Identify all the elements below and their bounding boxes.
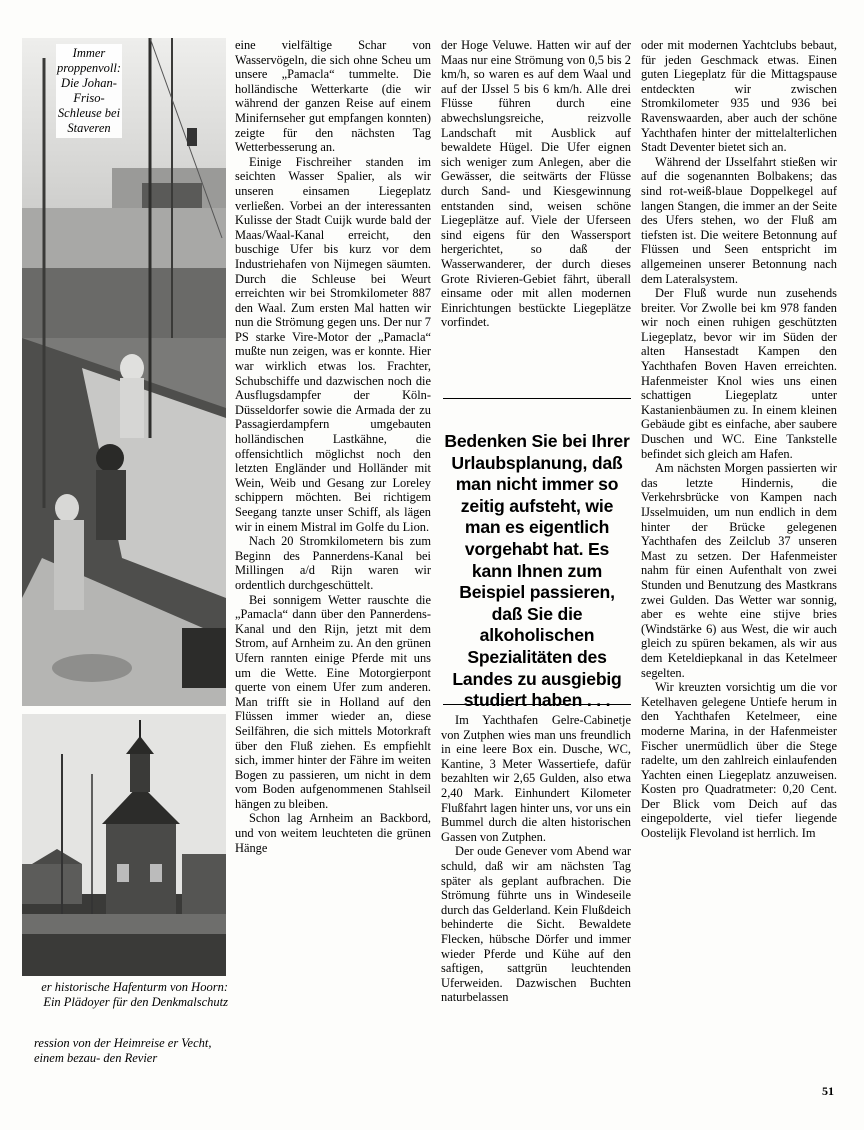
paragraph: Während der IJsselfahrt stießen wir auf die sogenannten Bolbakens; das sind rot-weiß-blaue Doppelkegel auf langen Stangen, die immer an der Seite des Ufers stehen, wo der Fluß am tiefsten ist. Die weitere Betonnung auf Flüssen und Seen entspricht im allgemeinen unserer Betonnung nach dem Lateralsystem. [641, 154, 837, 286]
paragraph: Einige Fischreiher standen im seichten Wasser Spalier, als wir unseren einsamen Liegeplatz verließen. Vorbei an der interessanten Kulisse der Stadt Cuijk wurde bald der Maas/Waal-Kanal erreicht, den buschige Ufer bis kurz vor dem Industriehafen von Nijmegen säumten. Durch die Schleuse bei Weurt erreichten wir bei Stromkilometer 887 den Waal. Zum ersten Mal hatten wir nun die Strömung gegen uns. Der nur 7 PS starke Vire-Motor der „Pamacla“ mußte nun zeigen, was er konnte. Hier war wirklich etwas los. Frachter, Schubschiffe und dazwischen noch die Ausflugsdampfer der Köln-Düsseldorfer sowie die Armada der zu Passagierdampfern umgebauten holländischen Lastkähne, die offensichtlich möglichst noch den letzten Engländer und Holländer mit Wein, Weib und Gesang zur Loreley schippern möchten. Bei richtigem Seegang tanzte unser Schiff, als lägen wir in einem Mistral im Golfe du Lion. [235, 154, 431, 534]
harbor-tower-caption: er historische Hafenturm von Hoorn: Ein Plädoyer für den Denkmalschutz [41, 980, 228, 1009]
paragraph: Wir kreuzten vorsichtig um die vor Ketelhaven gelegene Untiefe herum in den Yachthafen Ketelmeer, eine moderne Marina, in der Hafenmeister Fischer unermüdlich über die Stege radelte, um den zahlreich einlaufenden Yachten einen Liegeplatz anzuweisen. Kosten pro Quadratmeter: 0,20 Cent. Der Blick vom Deich auf das eingepolderte, viel tiefer liegende Oostelijk Flevoland ist herrlich. Im [641, 680, 837, 841]
pull-quote-text: Bedenken Sie bei Ihrer Urlaubsplanung, daß man nicht immer so zeitig aufsteht, wie man es eigentlich vorgehabt hat. Es kann Ihnen zum Beispiel passieren, daß Sie die alkoholischen Spezialitäten des Landes zu ausgiebig studiert haben . . . [444, 431, 630, 711]
harbor-tower-photo [22, 714, 226, 976]
harbor-tower-image [22, 714, 226, 976]
paragraph: Nach 20 Stromkilometern bis zum Beginn des Pannerdens-Kanal bei Millingen a/d Rijn waren wir ordentlich durchgeschüttelt. [235, 534, 431, 592]
paragraph: oder mit modernen Yachtclubs bebaut, für jeden Geschmack etwas. Einen guten Liegeplatz für die Mittagspause entdeckten wir zwischen Stromkilometer 935 und 936 bei Ravenswaarden, aber auch der schöne Yachthafen hinter der mittelalterlichen Stadt Deventer bietet sich an. [641, 38, 837, 155]
article-column-3 [641, 38, 837, 841]
lock-photo [22, 38, 226, 706]
pull-quote [443, 398, 631, 711]
paragraph: Der Fluß wurde nun zusehends breiter. Vor Zwolle bei km 978 fanden wir noch einen ruhigen geschützten Liegeplatz, bevor wir im Süden der alten Hansestadt Kampen den Yachthafen Boven Haven erreichten. Hafenmeister Knol wies uns einen schattigen Liegeplatz unter Kastanienbäumen zu. In einem kleinen Gebäude gibt es einfache, aber saubere Duschen und WC. Eine Tankstelle befindet sich gleich am Hafen. [641, 286, 837, 461]
lock-photo-image [22, 38, 226, 706]
return-trip-caption: ression von der Heimreise er Vecht, einem bezau- den Revier [34, 1036, 212, 1065]
paragraph: Am nächsten Morgen passierten wir das letzte Hindernis, die Verkehrsbrücke von Kampen nach IJsselmuiden, um nun endlich in dem hinter der Brücke gelegenen Yachthafen des Zeilclub 37 unseren Mast zu setzen. Der Hafenmeister nahm für einen Aufenthalt von zwei Stunden und Benutzung des Mastkrans zwei Gulden. Das Wetter war sonnig, aber es wehte eine stijve bries (Windstärke 6) aus West, die wir auch gleich zu spüren bekamen, als wir aus dem Keteldiepkanal in das Ketelmeer segelten. [641, 461, 837, 680]
paragraph: Bei sonnigem Wetter rauschte die „Pamacla“ dann über den Pannerdens-Kanal und den Rijn, jetzt mit dem Strom, auf Arnheim zu. An den grünen Ufern rannten einige Pferde mit uns um die Wette. Eine Motorgierpont querte von einem Ufer zum anderen. Man trifft sie in Holland auf den Flüssen immer wieder an, diese Seilfähren, die sich mittels Motorkraft über den Fluß ziehen. Es empfiehlt sich, immer hinter der Fähre im weiten Bogen zu passieren, um nicht in dem vom Boden aufgenommenen Stahlseil hängen zu bleiben. [235, 592, 431, 811]
article-column-1 [235, 38, 431, 855]
paragraph: der Hoge Veluwe. Hatten wir auf der Maas nur eine Strömung von 0,5 bis 2 km/h, so waren es auf dem Waal und auf der IJssel 5 bis 6 km/h. Alle drei Flüsse führen durch eine abwechslungsreiche, reizvolle Landschaft mit Ausblick auf bewaldete Hügel. Die Ufer eignen sich weniger zum Anlegen, aber die Gewässer, die seitwärts der Flüsse durch Sand- und Kiesgewinnung entstanden sind, weisen schöne Liegeplätze auf. Viele der Uferseen sind eigens für den Wassersport hergerichtet, so daß der Wasserwanderer, der durch dieses Grote Rivieren-Gebiet fährt, überall einsame oder mit allen modernen Einrichtungen bestückte Liegeplätze vorfindet. [441, 38, 631, 330]
paragraph: eine vielfältige Schar von Wasservögeln, die sich ohne Scheu um unsere „Pamacla“ tummelte. Die holländische Wetterkarte (die wir während der ganzen Reise auf einem Minifernseher gut empfangen konnten) zeigte für den nächsten Tag Wetterbesserung an. [235, 38, 431, 155]
paragraph: Der oude Genever vom Abend war schuld, daß wir am nächsten Tag später als geplant aufbrachen. Die Strömung führte uns in Windeseile durch das Gelderland. Kein Flußdeich behinderte die Sicht. Bewaldete Flecken, hübsche Dörfer und immer wieder Pferde und Kühe auf den saftigen, sattgrün leuchtenden Uferweiden. Dazwischen Buchten naturbelassen [441, 844, 631, 1005]
page-number: 51 [822, 1084, 834, 1098]
article-column-2-continued [441, 713, 631, 1005]
paragraph: Schon lag Arnheim an Backbord, und von weitem leuchteten die grünen Hänge [235, 811, 431, 855]
lock-photo-caption: Immer proppenvoll: Die Johan-Friso-Schleuse bei Staveren [56, 44, 122, 138]
article-column-2 [441, 38, 631, 330]
paragraph: Im Yachthafen Gelre-Cabinetje von Zutphen wies man uns freundlich in eine leere Box ein. Dusche, WC, Kantine, 3 Meter Wassertiefe, dafür bezahlten wir 2,65 Gulden, also etwa 2,40 Mark. Einhundert Kilometer Flußfahrt lagen hinter uns, vor uns ein Bummel durch die alten historischen Gassen von Zutphen. [441, 713, 631, 844]
